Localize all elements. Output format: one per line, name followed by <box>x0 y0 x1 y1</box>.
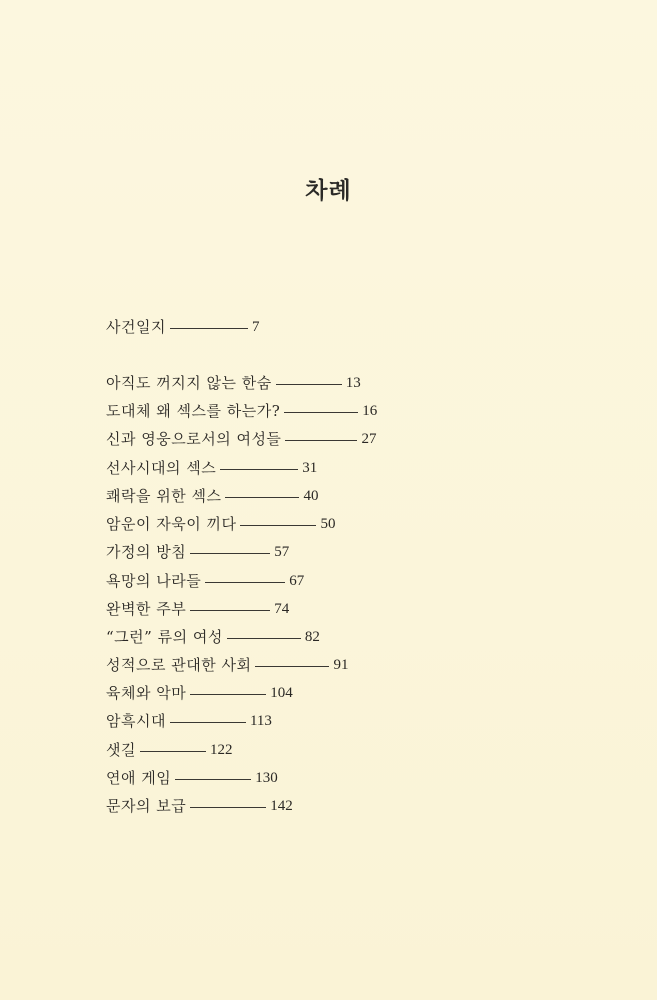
toc-entry <box>106 458 317 478</box>
toc-entry-page: 104 <box>270 685 293 701</box>
toc-entry <box>106 373 361 393</box>
toc-entry-page: 142 <box>270 798 293 814</box>
toc-entry-page: 91 <box>333 657 349 673</box>
toc-entry <box>106 655 348 675</box>
toc-entry-page: 122 <box>209 742 233 758</box>
toc-leader-line <box>205 582 285 583</box>
toc-entry <box>106 683 293 703</box>
toc-leader-line <box>175 779 251 780</box>
toc-entry-page: 130 <box>255 770 278 786</box>
toc-entry-page: 50 <box>320 516 336 532</box>
toc-entry-label: 아직도 꺼지지 않는 한숨 <box>106 374 272 392</box>
toc-leader-line <box>190 610 270 611</box>
toc-entry-label: 사건일지 <box>106 318 166 336</box>
toc-leader-line <box>220 469 298 470</box>
toc-entry-label: 성적으로 관대한 사회 <box>106 656 252 674</box>
toc-entry-label: 완벽한 주부 <box>106 600 187 618</box>
page-title: 차례 <box>305 178 352 204</box>
toc-leader-line <box>255 666 329 667</box>
toc-entry <box>106 599 289 619</box>
toc-entry-label: 욕망의 나라들 <box>106 572 202 590</box>
toc-leader-line <box>190 694 266 695</box>
toc-leader-line <box>140 751 206 752</box>
toc-entry-label: 도대체 왜 섹스를 하는가? <box>106 402 281 420</box>
toc-leader-line <box>170 722 246 723</box>
toc-entry-page: 74 <box>274 601 290 617</box>
toc-entry <box>106 571 304 591</box>
toc-entry <box>106 317 259 337</box>
toc-entry <box>106 740 232 760</box>
toc-entry <box>106 768 278 788</box>
toc-entry-label: 암흑시대 <box>106 712 166 730</box>
toc-entry-page: 7 <box>251 319 260 335</box>
toc-entry-label: “그런” 류의 여성 <box>106 628 223 646</box>
toc-entry-label: 연애 게임 <box>106 769 172 787</box>
toc-leader-line <box>284 412 358 413</box>
toc-entry-label: 샛길 <box>106 741 136 759</box>
toc-leader-line <box>285 440 357 441</box>
toc-entry-label: 암운이 자욱이 끼다 <box>106 515 237 533</box>
toc-entry <box>106 627 320 647</box>
toc-entry-label: 육체와 악마 <box>106 684 187 702</box>
toc-entry-label: 신과 영웅으로서의 여성들 <box>106 430 282 448</box>
toc-entry <box>106 711 272 731</box>
toc-entry <box>106 796 293 816</box>
toc-entry-page: 13 <box>345 375 361 391</box>
toc-leader-line <box>170 328 248 329</box>
toc-entry <box>106 486 318 506</box>
toc-entry <box>106 542 289 562</box>
toc-leader-line <box>276 384 342 385</box>
toc-entry-page: 82 <box>304 629 320 645</box>
toc-entry-label: 문자의 보급 <box>106 797 187 815</box>
toc-entry-page: 31 <box>302 460 318 476</box>
toc-entry <box>106 401 377 421</box>
toc-entry-label: 선사시대의 섹스 <box>106 459 217 477</box>
toc-entry-page: 57 <box>274 544 290 560</box>
toc-entry-page: 40 <box>303 488 319 504</box>
toc-entry-page: 67 <box>289 573 305 589</box>
toc-entry-label: 쾌락을 위한 섹스 <box>106 487 222 505</box>
table-of-contents <box>106 0 626 1000</box>
toc-leader-line <box>240 525 316 526</box>
toc-leader-line <box>225 497 299 498</box>
toc-entry-label: 가정의 방침 <box>106 543 187 561</box>
toc-entry <box>106 514 335 534</box>
toc-entry-page: 27 <box>361 431 377 447</box>
toc-leader-line <box>190 553 270 554</box>
toc-entry <box>106 429 376 449</box>
toc-leader-line <box>227 638 301 639</box>
toc-entry-page: 113 <box>249 713 272 729</box>
toc-leader-line <box>190 807 266 808</box>
toc-entry-page: 16 <box>362 403 378 419</box>
